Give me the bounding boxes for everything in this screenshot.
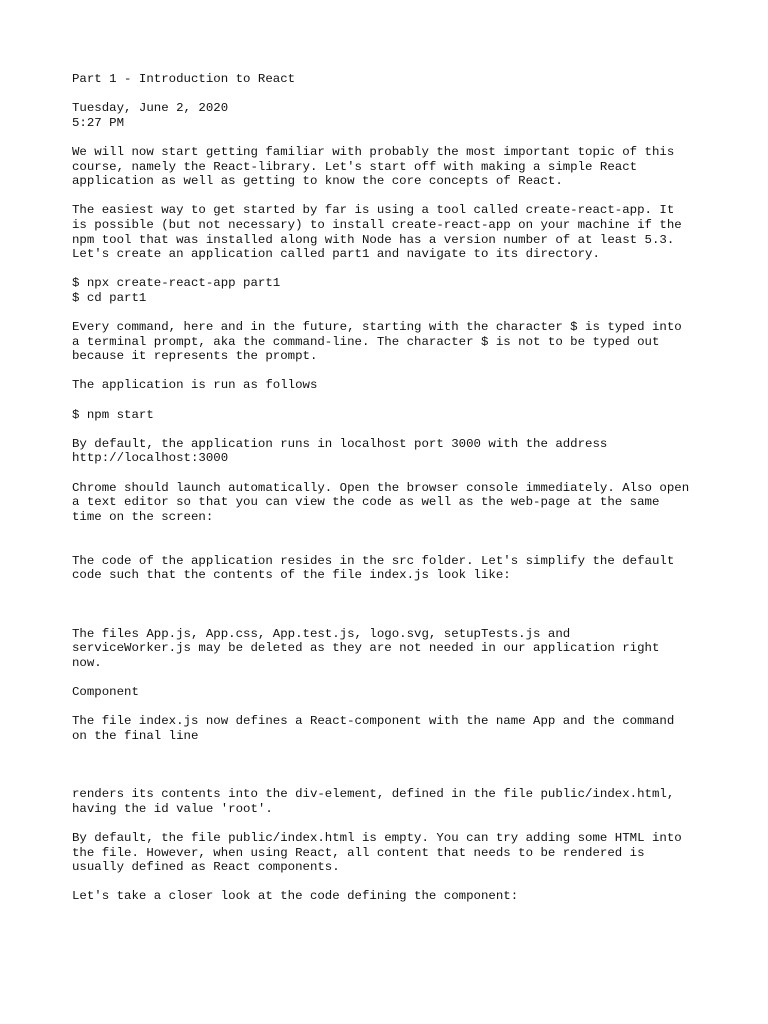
paragraph-intro [72, 145, 712, 189]
text-line: The code of the application resides in the src folder. Let's simplify the default [72, 553, 675, 568]
text-line: We will now start getting familiar with probably the most important topic of this [72, 144, 675, 159]
paragraph-closer-look [72, 889, 712, 904]
paragraph-create-react-app [72, 203, 712, 261]
text-line: a text editor so that you can view the code as well as the web-page at the same [72, 495, 660, 510]
spacer [72, 743, 712, 787]
text-line: By default, the file public/index.html is empty. You can try adding some HTML into [72, 830, 682, 845]
spacer [72, 466, 712, 481]
spacer [72, 262, 712, 277]
text-line: the file. However, when using React, all content that needs to be rendered is [72, 845, 645, 860]
paragraph-command-prompt [72, 320, 712, 364]
document-page [72, 72, 712, 904]
text-line: Every command, here and in the future, starting with the character $ is typed into [72, 320, 682, 335]
text-line: is possible (but not necessary) to install create-react-app on your machine if the [72, 217, 682, 232]
text-line: The easiest way to get started by far is using a tool called create-react-app. It [72, 203, 675, 218]
paragraph-localhost [72, 437, 712, 466]
spacer [72, 422, 712, 437]
command-line: $ npx create-react-app part1 [72, 276, 281, 291]
spacer [72, 393, 712, 408]
text-line: time on the screen: [72, 509, 214, 524]
text-line: serviceWorker.js may be deleted as they are not needed in our application right [72, 641, 660, 656]
text-line: usually defined as React components. [72, 860, 340, 875]
note-time: 5:27 PM [72, 115, 125, 130]
text-line: now. [72, 655, 102, 670]
text-line: a terminal prompt, aka the command-line. The character $ is not to be typed out [72, 334, 660, 349]
text-line: because it represents the prompt. [72, 349, 318, 364]
paragraph-index-js [72, 714, 712, 743]
spacer [72, 306, 712, 321]
command-block-start [72, 408, 712, 423]
paragraph-public-index [72, 831, 712, 875]
text-line: course, namely the React-library. Let's start off with making a simple React [72, 159, 638, 174]
spacer [72, 524, 712, 553]
spacer [72, 700, 712, 715]
text-line: http://localhost:3000 [72, 451, 229, 466]
spacer [72, 364, 712, 379]
text-line: Let's take a closer look at the code defining the component: [72, 889, 519, 904]
text-line: on the final line [72, 728, 199, 743]
text-line: npm tool that was installed along with Node has a version number of at least 5.3. [72, 232, 675, 247]
note-date: Tuesday, June 2, 2020 [72, 101, 229, 116]
spacer [72, 816, 712, 831]
text-line: having the id value 'root'. [72, 801, 273, 816]
command-block-create [72, 276, 712, 305]
paragraph-src-folder [72, 554, 712, 583]
text-line: code such that the contents of the file index.js look like: [72, 568, 511, 583]
text-line: By default, the application runs in localhost port 3000 with the address [72, 436, 608, 451]
command-line: $ cd part1 [72, 290, 147, 305]
text-line: application as well as getting to know the core concepts of React. [72, 174, 563, 189]
spacer [72, 670, 712, 685]
text-line: Let's create an application called part1 and navigate to its directory. [72, 247, 600, 262]
section-heading-component [72, 685, 712, 700]
text-line: The file index.js now defines a React-component with the name App and the command [72, 714, 675, 729]
spacer [72, 583, 712, 627]
text-line: renders its contents into the div-element, defined in the file public/index.html, [72, 787, 675, 802]
text-line: Component [72, 684, 139, 699]
spacer [72, 87, 712, 102]
spacer [72, 875, 712, 890]
paragraph-renders [72, 787, 712, 816]
paragraph-delete-files [72, 627, 712, 671]
text-line: The files App.js, App.css, App.test.js, logo.svg, setupTests.js and [72, 626, 571, 641]
spacer [72, 189, 712, 204]
paragraph-run-app [72, 378, 712, 393]
command-line: $ npm start [72, 407, 154, 422]
paragraph-chrome [72, 481, 712, 525]
spacer [72, 130, 712, 145]
page-title: Part 1 - Introduction to React [72, 72, 296, 86]
text-line: Chrome should launch automatically. Open the browser console immediately. Also open [72, 480, 690, 495]
text-line: The application is run as follows [72, 378, 318, 393]
